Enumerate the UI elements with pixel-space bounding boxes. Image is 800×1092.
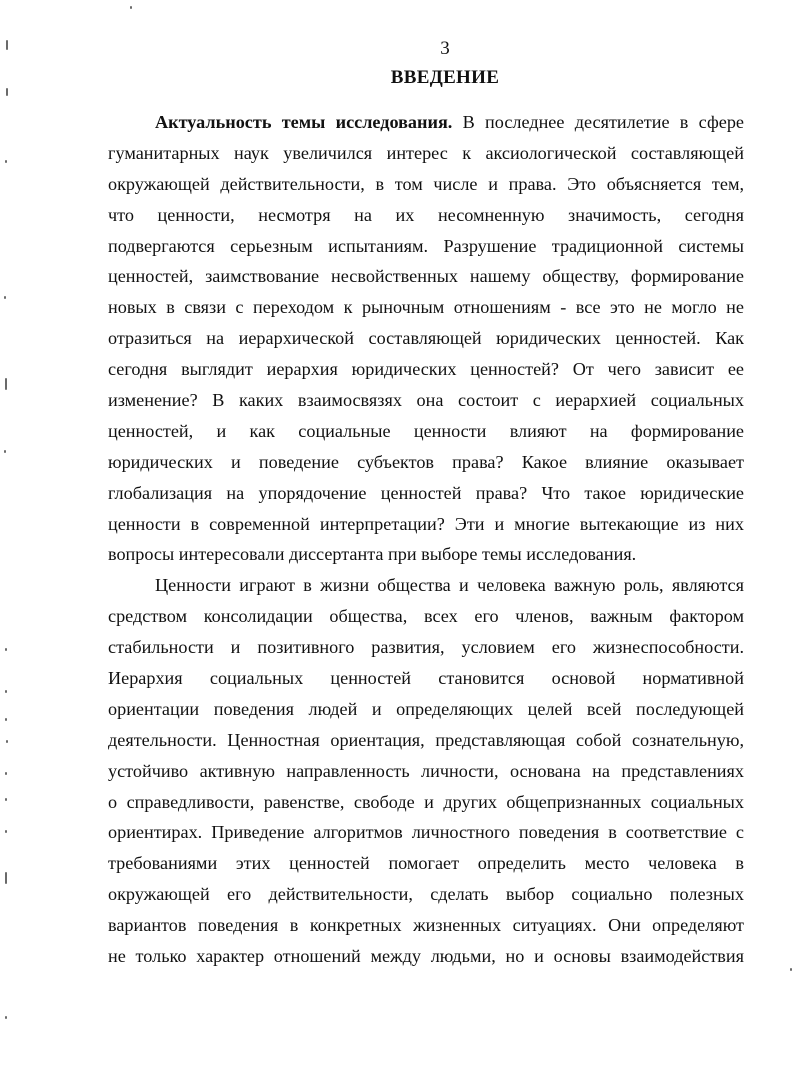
text-line-rest: В последнее десятилетие в сфере: [452, 112, 744, 132]
text-line: изменение? В каких взаимосвязях она состоит с иерархией социальных: [108, 390, 744, 411]
text-line: окружающей действительности, в том числе и права. Это объясняется тем,: [108, 173, 744, 194]
text-line: ценностей, и как социальные ценности влияют на формирование: [108, 420, 744, 441]
text-line: устойчиво активную направленность личности, основана на представлениях: [108, 760, 744, 781]
text-line: сегодня выглядит иерархия юридических ценностей? От чего зависит ее: [108, 359, 744, 380]
scan-speck: [5, 872, 7, 884]
scan-speck: [5, 798, 7, 801]
scan-speck: [5, 648, 7, 651]
text-line: вариантов поведения в конкретных жизненных ситуациях. Они определяют: [108, 915, 744, 936]
text-line: подвергаются серьезным испытаниям. Разрушение традиционной системы: [108, 235, 744, 256]
text-line: о справедливости, равенстве, свободе и других общепризнанных социальных: [108, 791, 744, 812]
scan-speck: [5, 830, 7, 833]
scan-speck: [5, 378, 7, 390]
text-line: [108, 107, 744, 138]
text-line: отразиться на иерархической составляющей юридических ценностей. Как: [108, 328, 744, 349]
text-line: деятельности. Ценностная ориентация, представляющая собой сознательную,: [108, 729, 744, 750]
lead-phrase: Актуальность темы исследования.: [155, 112, 453, 132]
paragraph-1: [108, 107, 744, 570]
scan-speck: [5, 772, 7, 775]
text-line: стабильности и позитивного развития, условием его жизнеспособности.: [108, 637, 744, 658]
scan-speck: [6, 740, 8, 743]
text-line: что ценности, несмотря на их несомненную значимость, сегодня: [108, 204, 744, 225]
text-line: средством консолидации общества, всех его членов, важным фактором: [108, 606, 744, 627]
scan-speck: [790, 968, 792, 971]
scan-speck: [5, 160, 7, 163]
scan-speck: [5, 690, 7, 693]
scan-speck: [130, 6, 132, 9]
text-line: новых в связи с переходом к рыночным отношениям - все это не могло не: [108, 297, 744, 318]
text-line: Ценности играют в жизни общества и человека важную роль, являются: [155, 575, 744, 596]
section-heading: ВВЕДЕНИЕ: [390, 67, 500, 88]
page-number: 3: [440, 38, 450, 59]
text-line: ориентирах. Приведение алгоритмов личностного поведения в соответствие с: [108, 822, 744, 843]
text-line: требованиями этих ценностей помогает определить место человека в: [108, 853, 744, 874]
text-line: вопросы интересовали диссертанта при выборе темы исследования.: [108, 544, 637, 565]
text-line: гуманитарных наук увеличился интерес к аксиологической составляющей: [108, 142, 744, 163]
body-text: [108, 107, 744, 972]
text-line: ценностей, заимствование несвойственных нашему обществу, формирование: [108, 266, 744, 287]
paragraph-2: [108, 570, 744, 972]
scan-speck: [4, 450, 6, 453]
text-line: ориентации поведения людей и определяющих целей всей последующей: [108, 698, 744, 719]
scan-speck: [6, 88, 8, 96]
scan-speck: [6, 40, 8, 50]
text-line: Иерархия социальных ценностей становится основой нормативной: [108, 668, 744, 689]
text-line: глобализация на упорядочение ценностей права? Что такое юридические: [108, 482, 744, 503]
scan-speck: [5, 1016, 7, 1019]
text-line: окружающей его действительности, сделать выбор социально полезных: [108, 884, 744, 905]
scan-speck: [5, 718, 7, 721]
text-line: юридических и поведение субъектов права? Какое влияние оказывает: [108, 451, 744, 472]
text-line: не только характер отношений между людьми, но и основы взаимодействия: [108, 946, 744, 967]
text-line: ценности в современной интерпретации? Эти и многие вытекающие из них: [108, 513, 744, 534]
scan-speck: [4, 296, 6, 299]
